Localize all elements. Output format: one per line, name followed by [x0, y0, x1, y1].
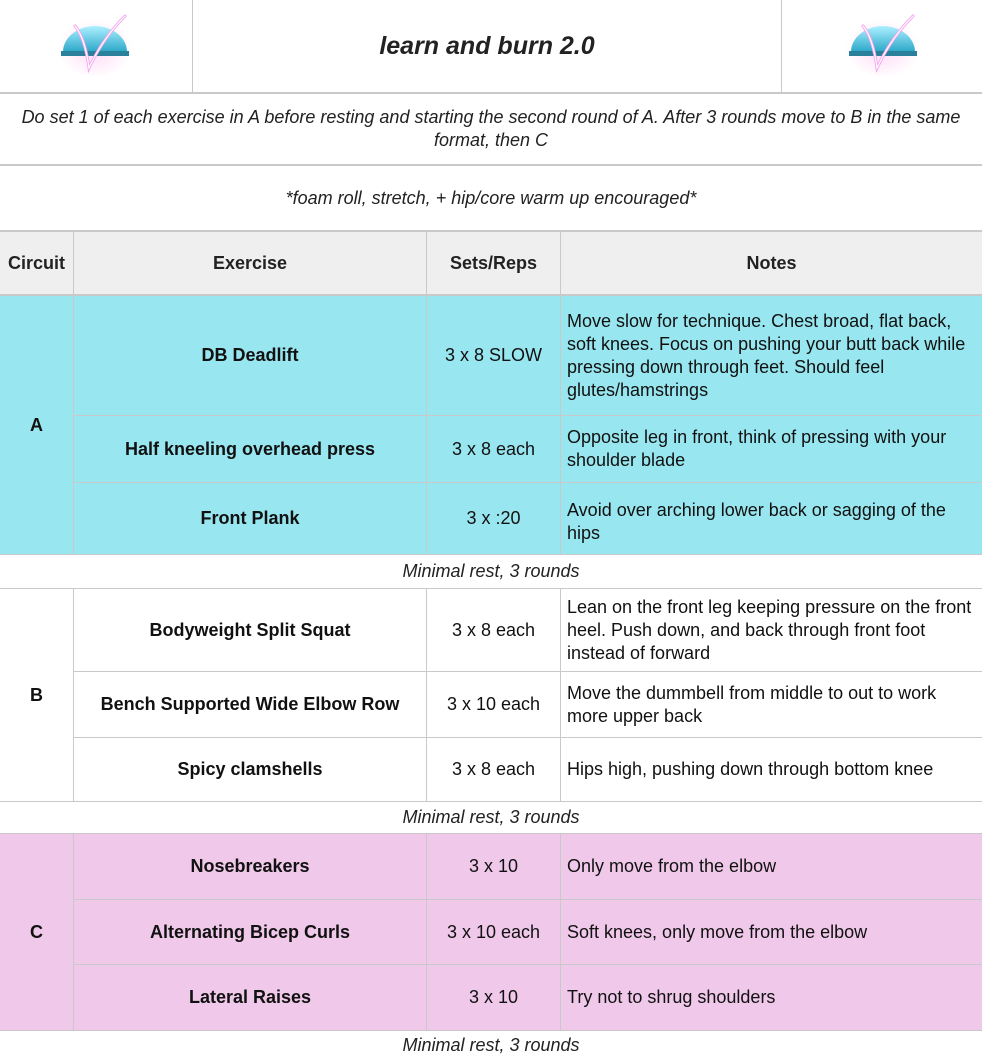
divider [781, 0, 782, 92]
rest-note-b: Minimal rest, 3 rounds [402, 807, 580, 827]
page-title: learn and burn 2.0 [379, 31, 595, 60]
exercise-notes: Hips high, pushing down through bottom knee [567, 759, 934, 779]
instructions-text: Do set 1 of each exercise in A before resting and starting the second round of A. After 3 rounds move to B in the same format, then C [21, 107, 961, 150]
exercise-name: Half kneeling overhead press [124, 438, 376, 459]
divider [74, 737, 982, 738]
divider [74, 899, 982, 900]
exercise-name: Spicy clamshells [177, 759, 323, 779]
circuit-label-b: B [30, 684, 43, 705]
sets-reps: 3 x 10 [468, 856, 519, 876]
exercise-notes: Avoid over arching lower back or sagging of the hips [567, 499, 946, 543]
exercise-name: DB Deadlift [201, 345, 299, 365]
exercise-name: Bench Supported Wide Elbow Row [100, 694, 400, 714]
rest-note-a: Minimal rest, 3 rounds [402, 560, 580, 581]
exercise-notes: Move slow for technique. Chest broad, flat back, soft knees. Focus on pushing your butt back while pressing down through feet. Should feel glutes/hamstrings [567, 310, 966, 400]
exercise-name: Bodyweight Split Squat [149, 619, 351, 640]
divider [560, 589, 561, 801]
sets-reps: 3 x 8 each [451, 759, 536, 779]
divider [0, 588, 982, 589]
col-header-sets: Sets/Reps [449, 253, 538, 273]
exercise-notes: Try not to shrug shoulders [567, 987, 776, 1007]
sets-reps: 3 x 8 each [451, 438, 536, 459]
divider [74, 482, 982, 483]
exercise-name: Front Plank [200, 508, 300, 528]
warmup-note: *foam roll, stretch, + hip/core warm up encouraged* [285, 187, 697, 208]
divider [73, 834, 74, 1030]
circuit-label-a: A [30, 414, 43, 435]
col-header-circuit: Circuit [7, 253, 65, 273]
exercise-name: Lateral Raises [188, 987, 312, 1007]
divider [74, 671, 982, 672]
divider [0, 833, 982, 834]
rest-note-c: Minimal rest, 3 rounds [402, 1035, 580, 1055]
col-header-notes: Notes [746, 253, 797, 273]
divider [74, 964, 982, 965]
sets-reps: 3 x 8 each [451, 619, 536, 640]
divider [0, 164, 982, 166]
sets-reps: 3 x 10 each [446, 694, 541, 714]
divider [0, 230, 982, 232]
divider [0, 92, 982, 94]
divider [0, 801, 982, 802]
divider [560, 834, 561, 1030]
col-header-exercise: Exercise [212, 253, 288, 273]
v-logo-icon-left [55, 8, 135, 78]
divider [73, 589, 74, 801]
divider [426, 232, 427, 554]
exercise-notes: Opposite leg in front, think of pressing with your shoulder blade [567, 427, 947, 470]
divider [0, 1030, 982, 1031]
sets-reps: 3 x 8 SLOW [444, 345, 543, 365]
sets-reps: 3 x 10 each [446, 921, 541, 942]
divider [74, 415, 982, 416]
divider [192, 0, 193, 92]
divider [426, 834, 427, 1030]
exercise-name: Nosebreakers [190, 856, 310, 876]
circuit-label-c: C [30, 921, 43, 942]
divider [0, 554, 982, 555]
exercise-notes: Soft knees, only move from the elbow [567, 921, 868, 942]
sets-reps: 3 x :20 [466, 508, 521, 528]
exercise-notes: Lean on the front leg keeping pressure on the front heel. Push down, and back through front foot instead of forward [567, 596, 972, 663]
divider [426, 589, 427, 801]
divider [0, 294, 982, 296]
divider [73, 232, 74, 554]
sets-reps: 3 x 10 [468, 987, 519, 1007]
v-logo-icon-right [843, 8, 923, 78]
exercise-notes: Only move from the elbow [567, 856, 777, 876]
exercise-notes: Move the dummbell from middle to out to work more upper back [567, 682, 937, 726]
divider [560, 232, 561, 554]
exercise-name: Alternating Bicep Curls [149, 921, 351, 942]
